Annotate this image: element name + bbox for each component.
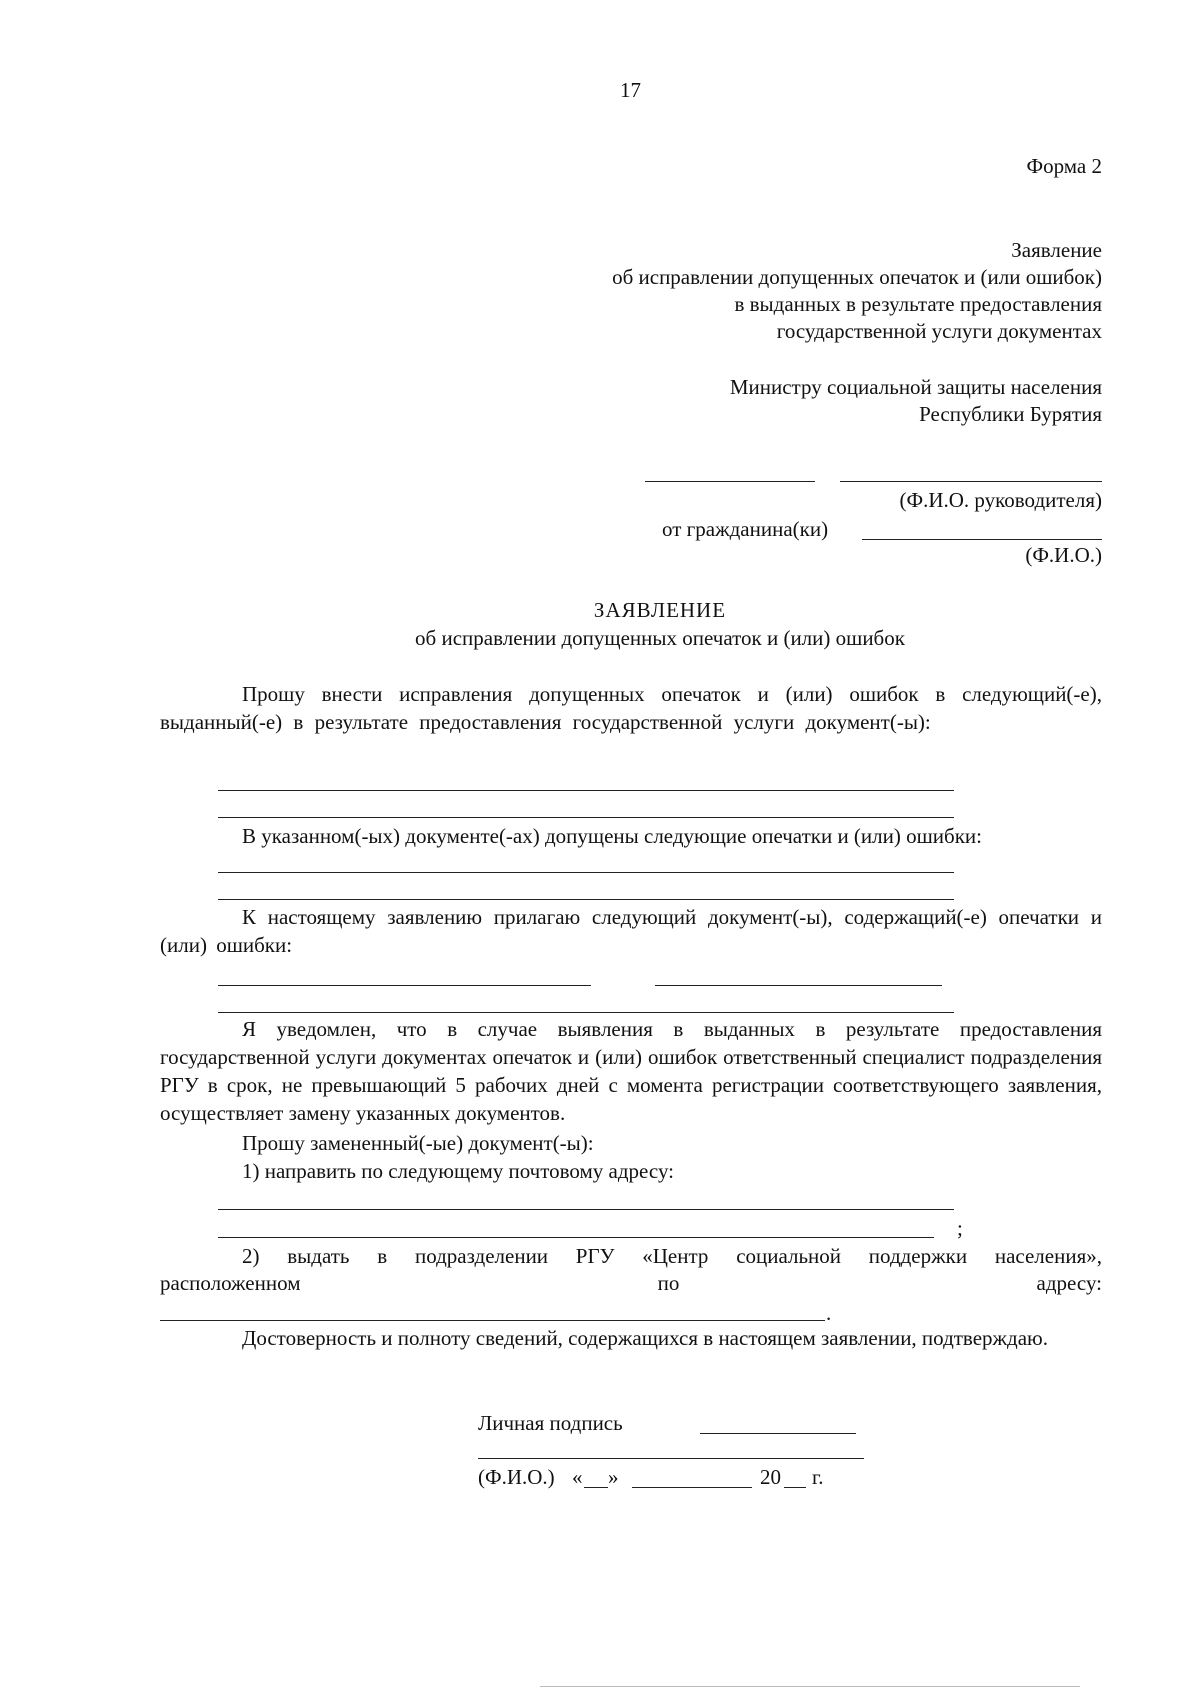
citizen-fio-blank[interactable] xyxy=(862,539,1102,540)
document-blank-2[interactable] xyxy=(218,817,954,818)
page-number: 17 xyxy=(620,78,641,102)
date-open-quote: « xyxy=(572,1465,583,1489)
head-fio-blank[interactable] xyxy=(645,481,815,482)
paragraph-replacement: Прошу замененный(-ые) документ(-ы): xyxy=(242,1131,594,1155)
paragraph-confirmation: Достоверность и полноту сведений, содержащихся в настоящем заявлении, подтверждаю. xyxy=(242,1326,1048,1350)
paragraph-notice: Я уведомлен, что в случае выявления в выданных в результате предоставления государственной услуги документах опечаток и (или) ошибок ответственный специалист подразделения РГУ в срок, не превышающий 5 рабочих дней с момента регистрации соответствующего заявления, осуществляет замену указанных документов. xyxy=(160,1017,1102,1125)
postal-address-blank-1[interactable] xyxy=(218,1209,954,1210)
attachment-blank-2[interactable] xyxy=(655,985,942,986)
head-fio-blank-2[interactable] xyxy=(840,481,1102,482)
signature-label: Личная подпись xyxy=(478,1411,623,1435)
addressee-line-2: Республики Бурятия xyxy=(919,402,1102,426)
attachment-blank-3[interactable] xyxy=(218,1012,954,1013)
header-line-1: Заявление xyxy=(1011,238,1102,262)
signature-blank[interactable] xyxy=(700,1433,856,1434)
pickup-word-by: по xyxy=(657,1271,680,1295)
year-blank[interactable] xyxy=(784,1487,806,1488)
postal-address-blank-2[interactable] xyxy=(218,1237,934,1238)
year-prefix: 20 xyxy=(760,1465,781,1489)
scan-edge-line xyxy=(540,1686,1080,1687)
pickup-word-address: адресу: xyxy=(1036,1271,1102,1295)
form-label: Форма 2 xyxy=(1026,154,1102,178)
fio-caption: (Ф.И.О.) xyxy=(1025,543,1102,567)
errors-blank-1[interactable] xyxy=(218,872,954,873)
day-blank[interactable] xyxy=(584,1487,608,1488)
paragraph-request: Прошу внести исправления допущенных опечаток и (или) ошибок в следующий(-е), выданный(-е) в результате предоставления государственной услуги документ(-ы): xyxy=(160,682,1102,734)
from-label: от гражданина(ки) xyxy=(662,517,829,541)
head-fio-caption: (Ф.И.О. руководителя) xyxy=(899,488,1102,512)
header-line-3: в выданных в результате предоставления xyxy=(734,292,1102,316)
pickup-option-continuation xyxy=(160,1269,1102,1297)
paragraph-pickup-option: 2) выдать в подразделении РГУ «Центр социальной поддержки населения», xyxy=(242,1244,1102,1268)
document-subtitle: об исправлении допущенных опечаток и (или) ошибок xyxy=(415,626,905,650)
paragraph-attachment: К настоящему заявлению прилагаю следующий документ(-ы), содержащий(-е) опечатки и (или) ошибки: xyxy=(160,905,1102,957)
semicolon: ; xyxy=(957,1216,963,1240)
paragraph-errors: В указанном(-ых) документе(-ах) допущены следующие опечатки и (или) ошибки: xyxy=(242,824,982,848)
document-blank-1[interactable] xyxy=(218,790,954,791)
year-suffix: г. xyxy=(812,1465,824,1489)
month-blank[interactable] xyxy=(632,1487,752,1488)
errors-blank-2[interactable] xyxy=(218,899,954,900)
date-close-quote: » xyxy=(608,1465,619,1489)
pickup-address-blank[interactable] xyxy=(160,1320,825,1321)
header-line-4: государственной услуги документах xyxy=(776,319,1102,343)
fio-blank[interactable] xyxy=(478,1458,864,1459)
signature-fio-caption: (Ф.И.О.) xyxy=(478,1465,555,1489)
period: . xyxy=(826,1301,832,1325)
header-line-2: об исправлении допущенных опечаток и (или ошибок) xyxy=(612,265,1102,289)
paragraph-mail-option: 1) направить по следующему почтовому адресу: xyxy=(242,1159,674,1183)
attachment-blank-1[interactable] xyxy=(218,985,591,986)
addressee-line-1: Министру социальной защиты населения xyxy=(729,375,1102,399)
document-title: ЗАЯВЛЕНИЕ xyxy=(593,598,727,622)
pickup-word-located: расположенном xyxy=(160,1271,301,1295)
